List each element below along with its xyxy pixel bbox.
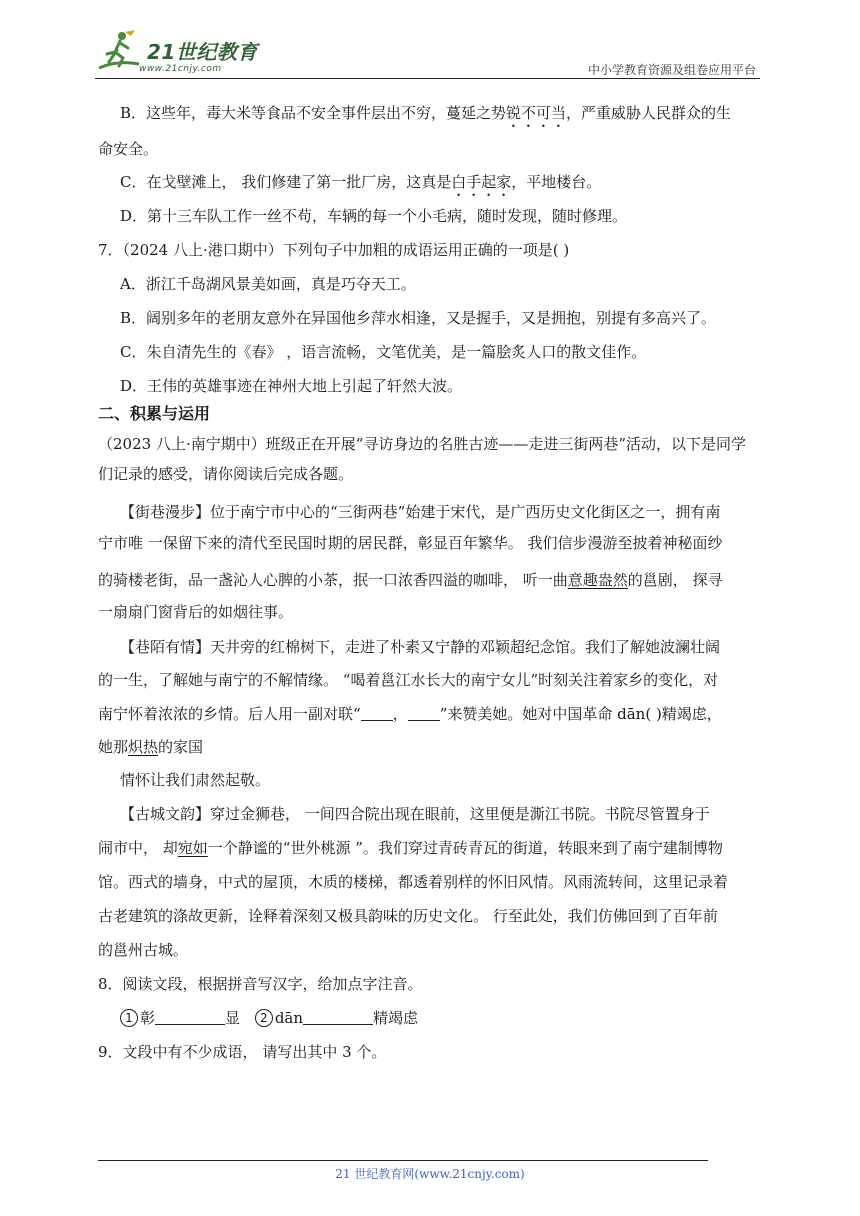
p1-line-3-text-1: 的骑楼老街，品一盏沁人心脾的小茶，抿一口浓香四溢的咖啡， 听一曲 — [98, 571, 568, 589]
p3-line-2-text-1: 闹市中， 却 — [98, 839, 178, 857]
section-intro-2: 们记录的感受，请你阅读后完成各题。 — [98, 465, 354, 483]
p2-line-4 — [98, 737, 203, 757]
q6-c-text-2: ，平地楼台。 — [511, 173, 602, 191]
platform-title: 中小学教育资源及组卷应用平台 — [587, 63, 756, 77]
p2-line-3 — [98, 704, 722, 724]
q6-option-b-cont: 命安全。 — [98, 140, 159, 158]
p2-line-2: 的一生，了解她与南宁的不解情缘。 “喝着邕江水长大的南宁女儿”时刻关注着家乡的变化，对 — [98, 671, 719, 689]
q8-answer-blank-2[interactable] — [303, 1010, 373, 1025]
p3-line-1: 【古城文韵】穿过金狮巷， 一间四合院出现在眼前，这里便是澌江书院。书院尽管置身于 — [120, 805, 710, 823]
q8-stem: 8．阅读文段，根据拼音写汉字，给加点字注音。 — [98, 975, 423, 993]
couplet-blank-2[interactable] — [408, 706, 440, 721]
section-title: 二、积累与运用 — [98, 404, 211, 423]
p1-line-1: 【街巷漫步】位于南宁市中心的“三街两巷”始建于宋代，是广西历史文化街区之一，拥有南 — [120, 503, 721, 521]
header-divider — [95, 78, 760, 79]
q8-answer-blank-1[interactable] — [155, 1010, 225, 1025]
p3-line-2 — [98, 838, 723, 858]
q6-option-b — [120, 103, 731, 131]
p3-line-5: 的邕州古城。 — [98, 941, 189, 959]
q7-stem: 7．（2024 八上·港口期中）下列句子中加粗的成语运用正确的一项是( ) — [98, 241, 570, 259]
q6-option-d: D．第十三车队工作一丝不苟，车辆的每一个小毛病，随时发现，随时修理。 — [120, 207, 628, 225]
p2-underlined-word: 炽热 — [128, 738, 159, 756]
q8-answers — [120, 1008, 418, 1028]
q8-item-1-pre: 彰 — [140, 1009, 156, 1027]
q9-stem: 9．文段中有不少成语， 请写出其中 3 个。 — [98, 1043, 387, 1061]
page-footer[interactable]: 21 世纪教育网(www.21cnjy.com) — [335, 1167, 525, 1181]
logo-name: 21世纪教育 — [147, 40, 258, 64]
p2-line-3-sep: ， — [392, 705, 408, 723]
p1-line-2: 宁市唯 一保留下来的清代至民国时期的居民群，彰显百年繁华。 我们信步漫游至披着神秘面纱 — [98, 534, 723, 552]
p3-line-3: 馆。西式的墙身，中式的屋顶，木质的楼梯，都透着别样的怀旧风情。风雨流转间，这里记录着 — [98, 873, 729, 891]
logo-url: www.21cnjy.com — [139, 64, 222, 74]
p1-line-3-text-2: 的邕剧， 探寻 — [627, 571, 723, 589]
q7-option-b: B．阔别多年的老朋友意外在异国他乡萍水相逢，又是握手，又是拥抱，别提有多高兴了。 — [120, 309, 717, 327]
p3-line-4: 古老建筑的涤故更新，诠释着深刻又极具韵味的历史文化。 行至此处，我们仿佛回到了百年前 — [98, 907, 718, 925]
q7-option-a: A．浙江千岛湖风景美如画，真是巧夺天工。 — [120, 275, 416, 293]
circled-number-2: 2 — [255, 1009, 273, 1027]
p2-line-3-text-2: ”来赞美她。她对中国革命 dān( )精竭虑， — [439, 705, 722, 723]
p3-underlined-word: 宛如 — [177, 839, 208, 857]
q6-option-c — [120, 172, 601, 200]
p2-line-4-text-1: 她那 — [98, 738, 129, 756]
q6-b-dotted-idiom: 锐不可当 — [506, 104, 567, 122]
p1-line-4: 一扇扇门窗背后的如烟往事。 — [98, 603, 294, 621]
q6-c-text-1: C．在戈壁滩上， 我们修建了第一批厂房，这真是 — [120, 173, 452, 191]
runner-logo-icon — [95, 30, 143, 74]
q8-item-1-post: 显 — [225, 1009, 241, 1027]
p1-underlined-idiom: 意趣盎然 — [567, 571, 628, 589]
q8-item-2-post: 精竭虑 — [373, 1009, 419, 1027]
circled-number-1: 1 — [120, 1009, 138, 1027]
q6-b-text-2: ，严重威胁人民群众的生 — [566, 104, 732, 122]
p2-line-3-text-1: 南宁怀着浓浓的乡情。后人用一副对联“ — [98, 705, 361, 723]
p2-line-4-text-2: 的家国 — [158, 738, 204, 756]
section-intro-1: （2023 八上·南宁期中）班级正在开展“寻访身边的名胜古迹——走进三街两巷”活动，以下是同学 — [98, 435, 747, 453]
q7-option-d: D．王伟的英雄事迹在神州大地上引起了轩然大波。 — [120, 377, 463, 395]
p2-line-5: 情怀让我们肃然起敬。 — [120, 771, 271, 789]
q7-option-c: C．朱自清先生的《春》 ，语言流畅，文笔优美，是一篇脍炙人口的散文佳作。 — [120, 343, 647, 361]
q6-c-dotted-idiom: 白手起家 — [451, 173, 512, 191]
p1-line-3 — [98, 570, 723, 590]
page-header — [95, 30, 760, 80]
q8-item-2-pre: dān — [274, 1009, 304, 1027]
q6-b-text-1: B．这些年，毒大米等食品不安全事件层出不穷，蔓延之势 — [120, 104, 507, 122]
p2-line-1: 【巷陌有情】天井旁的红棉树下，走进了朴素又宁静的邓颖超纪念馆。我们了解她波澜壮阔 — [120, 638, 721, 656]
p3-line-2-text-2: 一个静谧的“世外桃源 ”。我们穿过青砖青瓦的街道，转眼来到了南宁建制博物 — [207, 839, 723, 857]
couplet-blank-1[interactable] — [361, 706, 393, 721]
footer-divider — [98, 1160, 708, 1161]
site-logo — [95, 30, 265, 78]
